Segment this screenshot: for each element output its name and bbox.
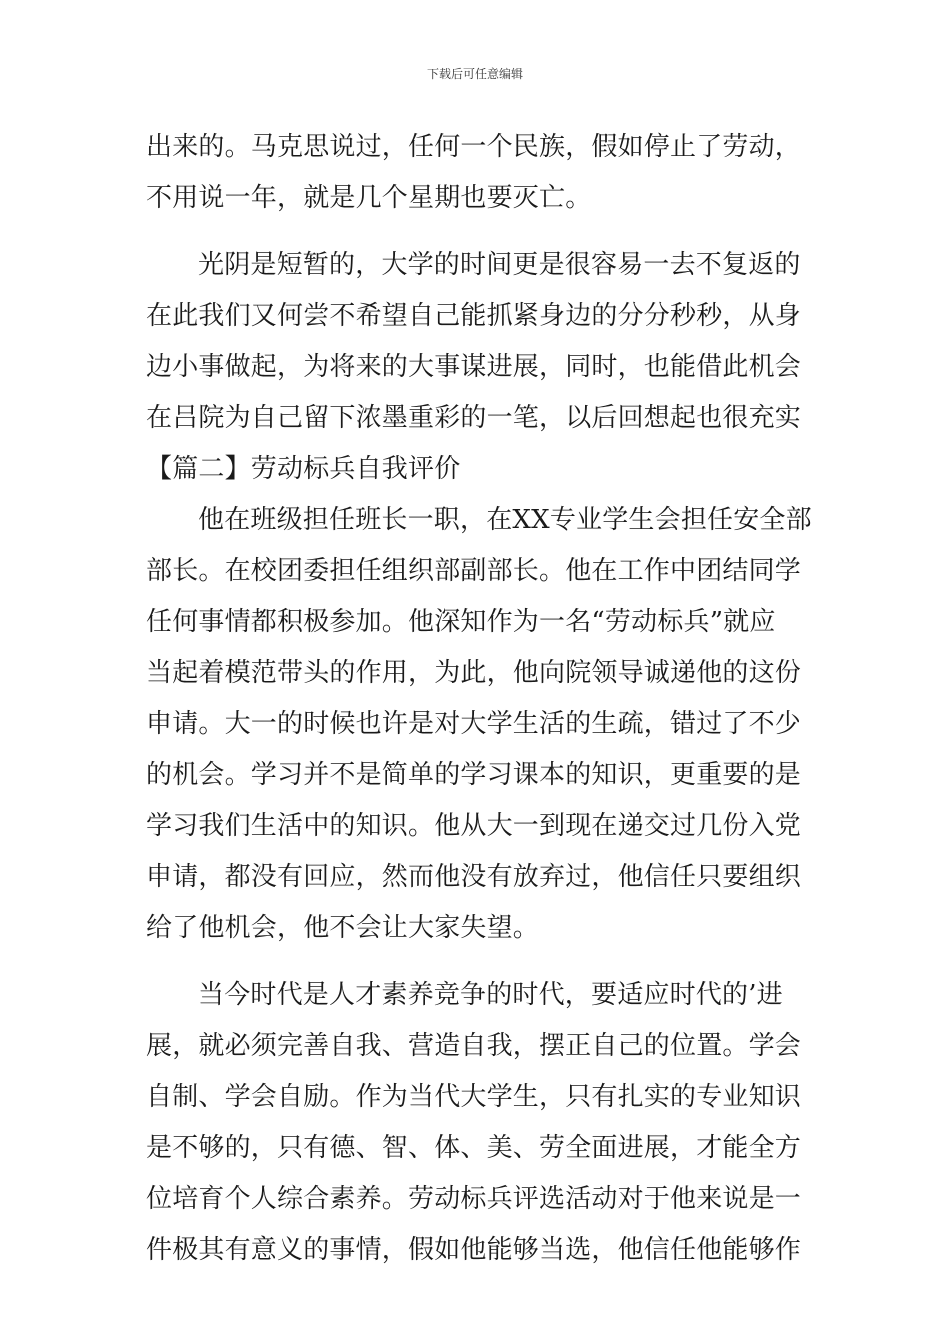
text-line: 申请，都没有回应，然而他没有放弃过，他信任只要组织	[146, 862, 802, 892]
text-line: 边小事做起，为将来的大事谋进展，同时，也能借此机会	[146, 352, 802, 382]
text-line: 自制、学会自励。作为当代大学生，只有扎实的专业知识	[146, 1082, 802, 1112]
text-line: 在吕院为自己留下浓墨重彩的一笔，以后回想起也很充实	[146, 403, 802, 433]
text-line: 出来的。马克思说过，任何一个民族，假如停止了劳动，	[146, 132, 802, 162]
text-line: 任何事情都积极参加。他深知作为一名“劳动标兵”就应	[146, 607, 776, 637]
text-line: 展，就必须完善自我、营造自我，摆正自己的位置。学会	[146, 1031, 802, 1061]
text-line: 件极其有意义的事情，假如他能够当选，他信任他能够作	[146, 1235, 802, 1265]
text-line: 的机会。学习并不是简单的学习课本的知识，更重要的是	[146, 760, 802, 790]
text-line: 光阴是短暂的，大学的时间更是很容易一去不复返的	[198, 250, 801, 280]
page-header: 下载后可任意编辑	[426, 67, 523, 81]
text-line: 位培育个人综合素养。劳动标兵评选活动对于他来说是一	[146, 1184, 802, 1214]
document-body	[146, 122, 812, 1276]
text-line: 给了他机会，他不会让大家失望。	[146, 913, 540, 943]
text-line: 当起着模范带头的作用，为此，他向院领导诚递他的这份	[146, 658, 802, 688]
section-heading: 【篇二】劳动标兵自我评价	[146, 454, 461, 484]
text-line: 在此我们又何尝不希望自己能抓紧身边的分分秒秒，从身	[146, 301, 802, 331]
text-line: 申请。大一的时候也许是对大学生活的生疏，错过了不少	[146, 709, 802, 739]
text-line: 不用说一年，就是几个星期也要灭亡。	[146, 183, 592, 213]
text-line: 他在班级担任班长一职，在XX专业学生会担任安全部	[198, 505, 812, 535]
text-line: 是不够的，只有德、智、体、美、劳全面进展，才能全方	[146, 1133, 802, 1163]
text-line: 部长。在校团委担任组织部副部长。他在工作中团结同学	[146, 556, 802, 586]
text-line: 学习我们生活中的知识。他从大一到现在递交过几份入党	[146, 811, 802, 841]
text-line: 当今时代是人才素养竞争的时代，要适应时代的’进	[198, 980, 783, 1010]
